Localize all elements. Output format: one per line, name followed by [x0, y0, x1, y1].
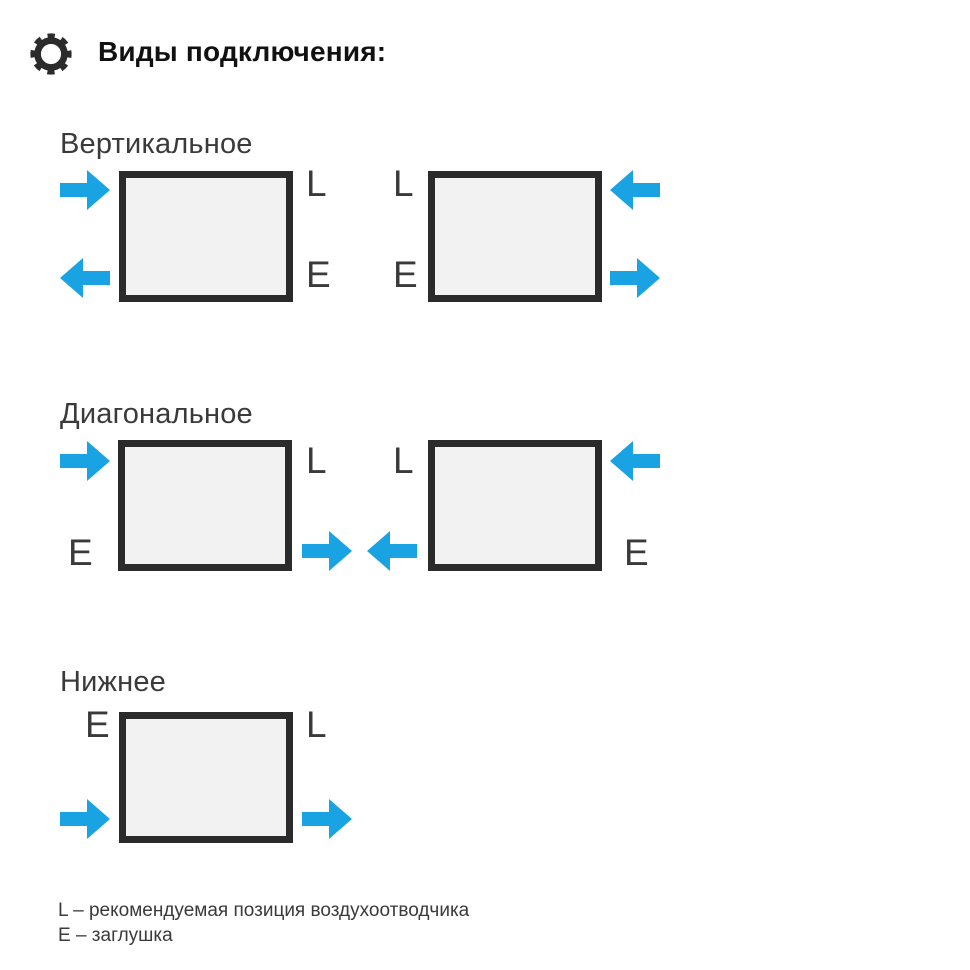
- inlet-arrow-icon: [60, 799, 110, 839]
- air-vent-label: L: [306, 163, 327, 204]
- legend: [58, 898, 469, 948]
- air-vent-label: L: [306, 440, 327, 481]
- section-title: Вертикальное: [60, 128, 253, 160]
- outlet-arrow-icon: [302, 531, 352, 571]
- radiator-box: [428, 440, 602, 571]
- inlet-arrow-icon: [60, 170, 110, 210]
- air-vent-label: L: [306, 704, 327, 745]
- legend-line: L – рекомендуемая позиция воздухоотводчика: [58, 900, 470, 921]
- legend-line: E – заглушка: [58, 925, 173, 946]
- outlet-arrow-icon: [302, 799, 352, 839]
- plug-label: E: [68, 532, 93, 573]
- gear-icon: [28, 31, 74, 77]
- section-title: Нижнее: [60, 666, 167, 698]
- inlet-arrow-icon: [610, 441, 660, 481]
- radiator-box: [119, 171, 293, 302]
- air-vent-label: L: [393, 163, 414, 204]
- plug-label: E: [306, 254, 331, 295]
- air-vent-label: L: [393, 440, 414, 481]
- outlet-arrow-icon: [610, 258, 660, 298]
- section-title: Диагональное: [60, 398, 253, 430]
- inlet-arrow-icon: [60, 441, 110, 481]
- radiator-box: [118, 440, 292, 571]
- outlet-arrow-icon: [367, 531, 417, 571]
- plug-label: E: [85, 704, 110, 745]
- page-title: Виды подключения:: [98, 36, 387, 67]
- radiator-box: [428, 171, 602, 302]
- outlet-arrow-icon: [60, 258, 110, 298]
- plug-label: E: [624, 532, 649, 573]
- inlet-arrow-icon: [610, 170, 660, 210]
- plug-label: E: [393, 254, 418, 295]
- radiator-box: [119, 712, 293, 843]
